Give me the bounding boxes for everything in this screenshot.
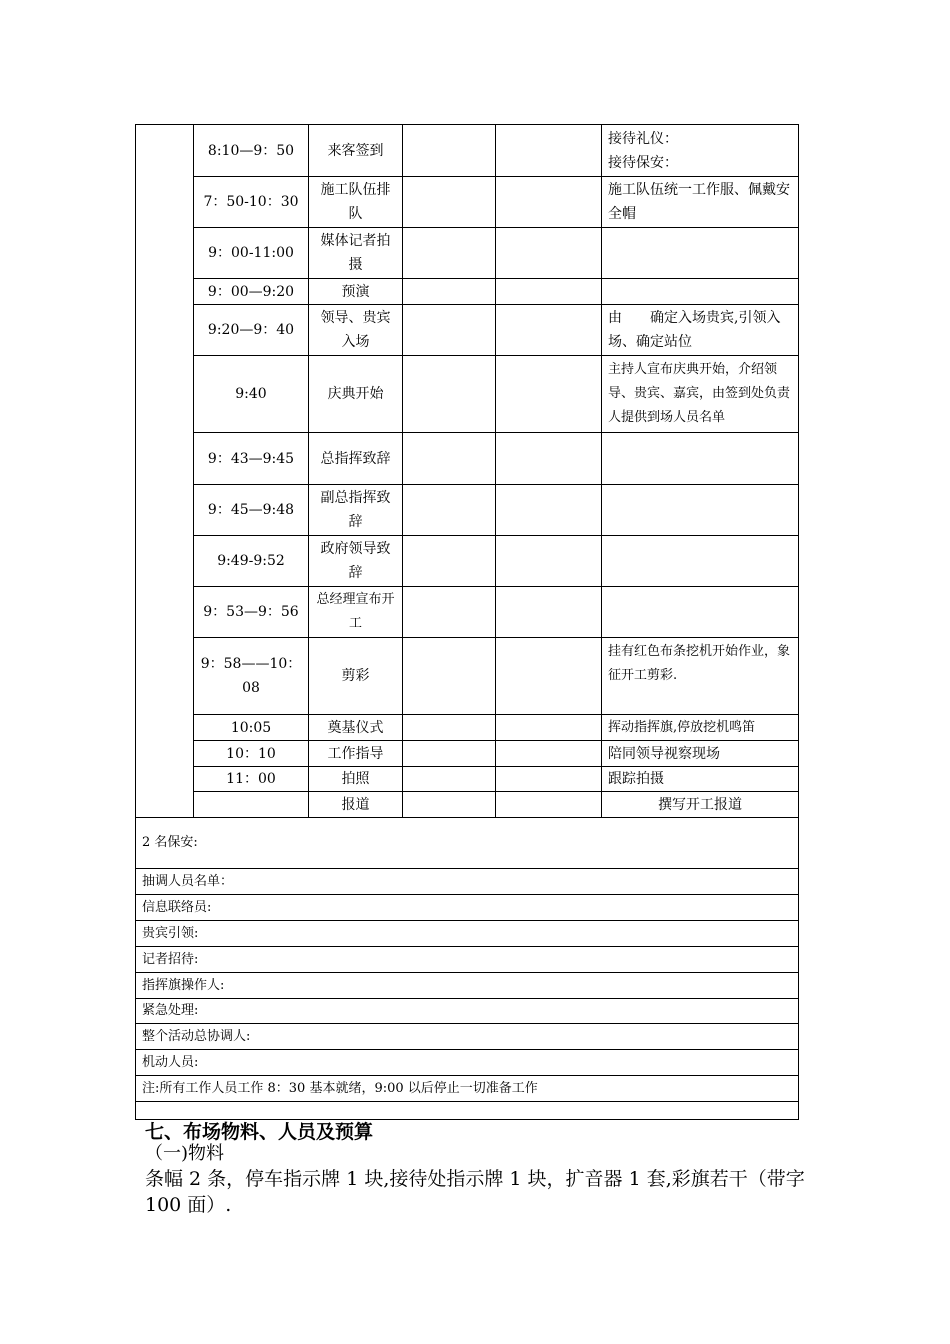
note-cell xyxy=(602,485,799,536)
table-row xyxy=(136,973,799,999)
liaison-row: 信息联络员: xyxy=(136,895,799,921)
section-subheading: （一)物料 xyxy=(145,1143,225,1164)
blank-cell xyxy=(403,715,496,741)
note-cell xyxy=(602,279,799,305)
blank-cell xyxy=(496,125,602,177)
blank-cell xyxy=(496,767,602,792)
table-row xyxy=(136,638,799,715)
table-row xyxy=(136,125,799,177)
note-cell: 由 确定入场贵宾,引领入场、确定站位 xyxy=(602,305,799,356)
note-cell: 施工队伍统一工作服、佩戴安全帽 xyxy=(602,177,799,228)
blank-cell xyxy=(496,715,602,741)
note-cell xyxy=(602,125,799,177)
item-cell: 工作指导 xyxy=(309,741,403,767)
table-row xyxy=(136,305,799,356)
blank-cell xyxy=(403,433,496,485)
blank-cell xyxy=(403,228,496,279)
blank-cell xyxy=(496,587,602,638)
blank-cell xyxy=(403,279,496,305)
note-cell xyxy=(602,536,799,587)
blank-cell xyxy=(496,485,602,536)
table-row xyxy=(136,715,799,741)
table-row xyxy=(136,177,799,228)
section-heading: 七、布场物料、人员及预算 xyxy=(145,1121,374,1143)
table-row xyxy=(136,356,799,433)
time-cell: 9:40 xyxy=(194,356,309,433)
item-cell: 媒体记者拍摄 xyxy=(309,228,403,279)
blank-cell xyxy=(136,125,194,818)
item-cell: 总指挥致辞 xyxy=(309,433,403,485)
table-row xyxy=(136,921,799,947)
table-row xyxy=(136,767,799,792)
note-cell: 撰写开工报道 xyxy=(602,792,799,818)
materials-paragraph: 条幅 2 条，停车指示牌 1 块,接待处指示牌 1 块，扩音器 1 套,彩旗若干（带字 100 面）. xyxy=(145,1168,805,1216)
table-row xyxy=(136,947,799,973)
time-cell: 9：58——10：08 xyxy=(194,638,309,715)
blank-cell xyxy=(403,485,496,536)
blank-cell xyxy=(403,792,496,818)
coordinator-row: 整个活动总协调人: xyxy=(136,1024,799,1050)
item-cell: 庆典开始 xyxy=(309,356,403,433)
note-cell xyxy=(602,587,799,638)
blank-cell xyxy=(403,638,496,715)
table-row xyxy=(136,587,799,638)
note-cell xyxy=(602,433,799,485)
staff-list-title: 抽调人员名单： xyxy=(136,869,799,895)
blank-cell xyxy=(403,356,496,433)
note-cell: 主持人宣布庆典开始，介绍领导、贵宾、嘉宾，由签到处负责人提供到场人员名单 xyxy=(602,356,799,433)
time-cell: 9：53—9：56 xyxy=(194,587,309,638)
item-cell: 副总指挥致辞 xyxy=(309,485,403,536)
blank-cell xyxy=(496,433,602,485)
table-row xyxy=(136,792,799,818)
blank-cell xyxy=(403,536,496,587)
table-row xyxy=(136,1076,799,1102)
reception-etiquette: 接待礼仪： 接待保安： xyxy=(608,130,678,171)
blank-cell xyxy=(496,741,602,767)
table-row xyxy=(136,999,799,1024)
item-cell: 施工队伍排队 xyxy=(309,177,403,228)
blank-cell xyxy=(496,638,602,715)
item-cell: 来客签到 xyxy=(309,125,403,177)
note-cell: 挂有红色布条挖机开始作业，象征开工剪彩. xyxy=(602,638,799,715)
note-cell: 挥动指挥旗,停放挖机鸣笛 xyxy=(602,715,799,741)
blank-cell xyxy=(403,741,496,767)
emergency-row: 紧急处理: xyxy=(136,999,799,1024)
blank-cell xyxy=(496,356,602,433)
time-cell: 9：00—9:20 xyxy=(194,279,309,305)
item-cell: 预演 xyxy=(309,279,403,305)
blank-cell xyxy=(496,177,602,228)
flag-operator-row: 指挥旗操作人: xyxy=(136,973,799,999)
note-cell: 陪同领导视察现场 xyxy=(602,741,799,767)
table-row xyxy=(136,1050,799,1076)
blank-cell xyxy=(403,587,496,638)
time-cell: 9：43—9:45 xyxy=(194,433,309,485)
blank-cell xyxy=(496,536,602,587)
table-row xyxy=(136,869,799,895)
blank-cell xyxy=(496,305,602,356)
table-row xyxy=(136,228,799,279)
item-cell: 拍照 xyxy=(309,767,403,792)
time-cell: 8:10—9：50 xyxy=(194,125,309,177)
blank-cell xyxy=(403,767,496,792)
time-cell: 11：00 xyxy=(194,767,309,792)
table-row xyxy=(136,485,799,536)
guest-usher-row: 贵宾引领: xyxy=(136,921,799,947)
note-cell: 跟踪拍摄 xyxy=(602,767,799,792)
blank-cell xyxy=(496,279,602,305)
blank-cell xyxy=(403,125,496,177)
time-cell: 9:49-9:52 xyxy=(194,536,309,587)
blank-cell xyxy=(496,228,602,279)
time-cell: 10:05 xyxy=(194,715,309,741)
table-row xyxy=(136,536,799,587)
time-cell: 10：10 xyxy=(194,741,309,767)
mobile-staff-row: 机动人员: xyxy=(136,1050,799,1076)
time-cell: 9:20—9：40 xyxy=(194,305,309,356)
schedule-table xyxy=(135,124,799,1120)
blank-cell xyxy=(403,305,496,356)
time-cell xyxy=(194,792,309,818)
table-row xyxy=(136,895,799,921)
press-reception-row: 记者招待: xyxy=(136,947,799,973)
item-cell: 剪彩 xyxy=(309,638,403,715)
item-cell: 总经理宣布开工 xyxy=(309,587,403,638)
note-cell xyxy=(602,228,799,279)
security-row: 2 名保安: xyxy=(136,818,799,869)
item-cell: 领导、贵宾入场 xyxy=(309,305,403,356)
item-cell: 奠基仪式 xyxy=(309,715,403,741)
table-row xyxy=(136,818,799,869)
time-cell: 9：45—9:48 xyxy=(194,485,309,536)
table-row xyxy=(136,433,799,485)
table-row xyxy=(136,1102,799,1120)
blank-cell xyxy=(496,792,602,818)
time-cell: 9：00-11:00 xyxy=(194,228,309,279)
footnote-row: 注:所有工作人员工作 8：30 基本就绪，9:00 以后停止一切准备工作 xyxy=(136,1076,799,1102)
blank-row xyxy=(136,1102,799,1120)
blank-cell xyxy=(403,177,496,228)
table-row xyxy=(136,279,799,305)
item-cell: 政府领导致辞 xyxy=(309,536,403,587)
item-cell: 报道 xyxy=(309,792,403,818)
table-row xyxy=(136,741,799,767)
table-row xyxy=(136,1024,799,1050)
time-cell: 7：50-10：30 xyxy=(194,177,309,228)
